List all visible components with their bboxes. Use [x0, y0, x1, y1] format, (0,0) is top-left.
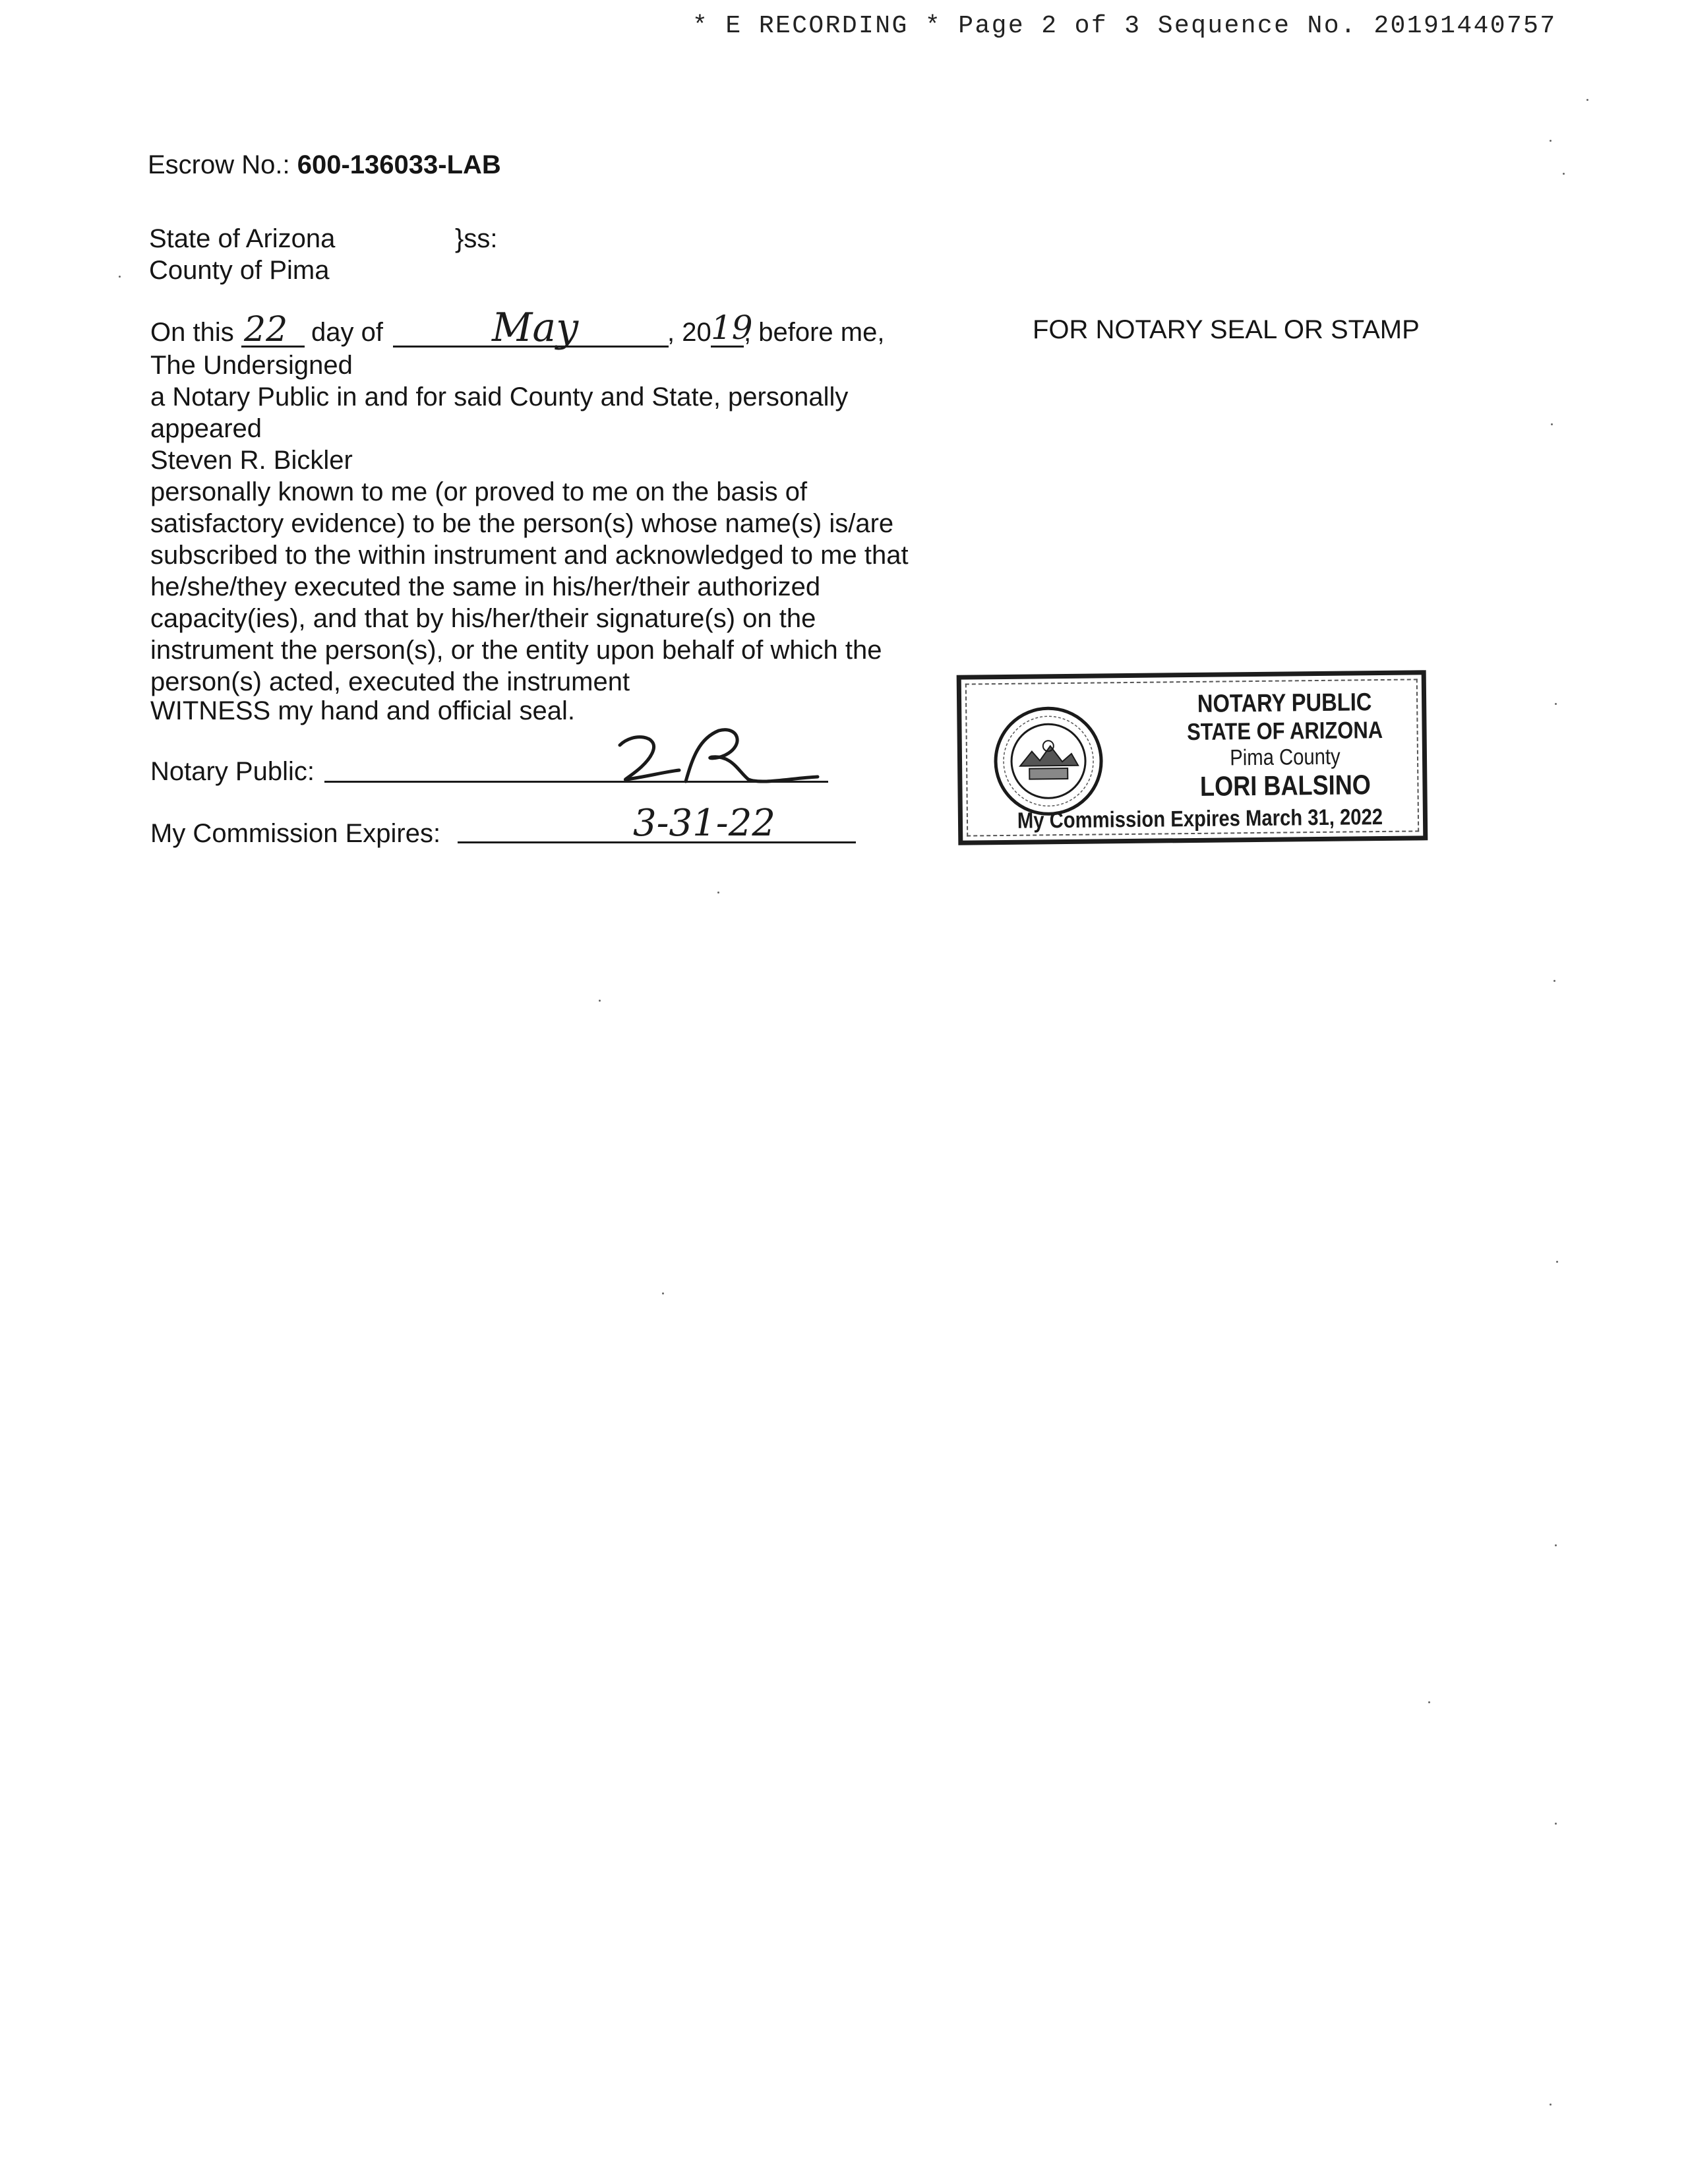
escrow-label: Escrow No.: — [148, 150, 290, 179]
venue-state: State of Arizona — [149, 224, 336, 253]
ack-line: subscribed to the within instrument and acknowledged to me that — [150, 541, 909, 570]
ack-line: satisfactory evidence) to be the person(s) whose name(s) is/are — [150, 509, 894, 538]
day-value: 22 — [244, 310, 288, 349]
notary-public-label: Notary Public: — [150, 757, 315, 786]
recording-header: * E RECORDING * Page 2 of 3 Sequence No. 20191440757 — [692, 12, 1557, 40]
stamp-title: NOTARY PUBLIC — [1197, 688, 1372, 718]
scan-speck — [1563, 173, 1565, 175]
ack-line: instrument the person(s), or the entity upon behalf of which the — [150, 636, 882, 665]
before-me-label: , before me, — [744, 318, 885, 347]
venue-ss: }ss: — [455, 224, 498, 253]
scan-speck — [1556, 1261, 1558, 1263]
scan-speck — [119, 276, 121, 278]
stamp-county: Pima County — [1230, 744, 1341, 771]
ack-line: capacity(ies), and that by his/her/their signature(s) on the — [150, 604, 816, 633]
month-value: May — [492, 305, 579, 351]
scan-speck — [1555, 1823, 1557, 1825]
ack-line: The Undersigned — [150, 351, 353, 380]
on-this-label: On this — [150, 318, 234, 347]
scan-speck — [1550, 140, 1552, 142]
scan-speck — [662, 1292, 664, 1294]
notary-signature — [607, 719, 831, 791]
seal-area-label: FOR NOTARY SEAL OR STAMP — [1033, 315, 1420, 344]
scan-speck — [1428, 1701, 1430, 1703]
ack-line: a Notary Public in and for said County and State, personally — [150, 382, 849, 411]
scan-speck — [1551, 423, 1553, 425]
year-value: 19 — [711, 309, 753, 347]
scan-speck — [1586, 99, 1588, 101]
ack-line: personally known to me (or proved to me on the basis of — [150, 477, 808, 506]
scan-speck — [1555, 703, 1557, 705]
stamp-expires: My Commission Expires March 31, 2022 — [1017, 804, 1383, 834]
witness-line: WITNESS my hand and official seal. — [150, 696, 575, 725]
stamp-state: STATE OF ARIZONA — [1186, 715, 1383, 746]
scan-speck — [1555, 1544, 1557, 1546]
notary-stamp — [957, 670, 1428, 845]
year-prefix: , 20 — [667, 318, 711, 347]
scan-speck — [599, 1000, 601, 1002]
arizona-seal-icon — [992, 704, 1105, 818]
commission-expires-value: 3-31-22 — [633, 802, 775, 845]
ack-line: person(s) acted, executed the instrument — [150, 667, 630, 696]
escrow-number: 600-136033-LAB — [297, 150, 501, 179]
escrow-number-line — [148, 149, 501, 181]
ack-line: he/she/they executed the same in his/her/their authorized — [150, 572, 821, 601]
scan-speck — [1553, 980, 1555, 982]
venue-county: County of Pima — [149, 256, 330, 285]
day-of-label: day of — [311, 318, 383, 347]
ack-line: appeared — [150, 414, 262, 443]
scan-speck — [717, 892, 719, 894]
scan-speck — [1550, 2104, 1552, 2106]
commission-expires-label: My Commission Expires: — [150, 819, 441, 848]
stamp-notary-name: LORI BALSINO — [1199, 769, 1372, 802]
signer-name: Steven R. Bickler — [150, 446, 353, 475]
